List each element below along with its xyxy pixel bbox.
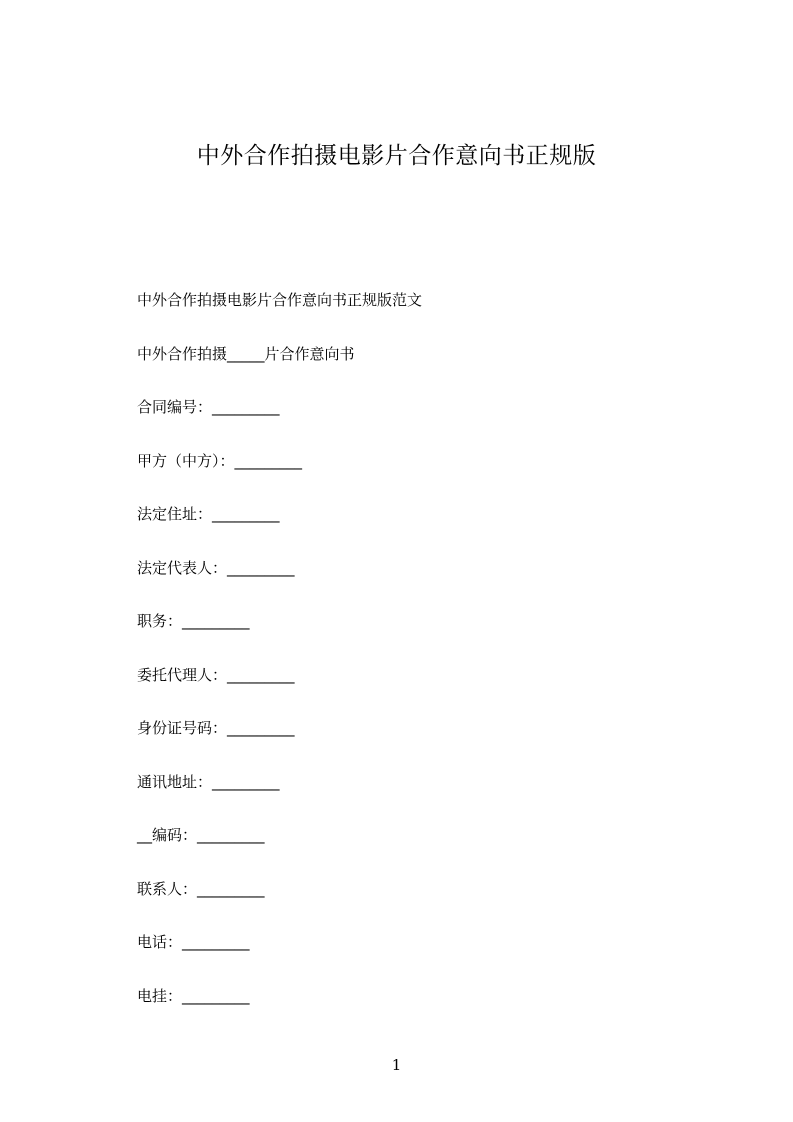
position-line: 职务：_________	[137, 612, 250, 630]
contact-person-line: 联系人：_________	[137, 879, 265, 898]
agreement-name-line: 中外合作拍摄_____片合作意向书	[137, 344, 355, 363]
subtitle-line: 中外合作拍摄电影片合作意向书正规版范文	[137, 291, 423, 309]
page-number: 1	[391, 1056, 402, 1074]
authorized-agent-line: 委托代理人：_________	[137, 665, 295, 684]
legal-representative-line: 法定代表人：_________	[137, 558, 295, 577]
party-a-line: 甲方（中方）：_________	[137, 451, 303, 470]
mailing-address-line: 通讯地址：_________	[137, 772, 280, 791]
contract-number-line: 合同编号：_________	[137, 398, 280, 416]
id-number-line: 身份证号码：_________	[137, 719, 295, 737]
document-title: 中外合作拍摄电影片合作意向书正规版	[196, 143, 597, 169]
document-body	[137, 288, 697, 1037]
postal-code-line: __编码：_________	[137, 826, 265, 844]
telegraph-line: 电挂：_________	[137, 986, 250, 1005]
telephone-line: 电话：_________	[137, 933, 250, 951]
legal-address-line: 法定住址：_________	[137, 505, 280, 523]
